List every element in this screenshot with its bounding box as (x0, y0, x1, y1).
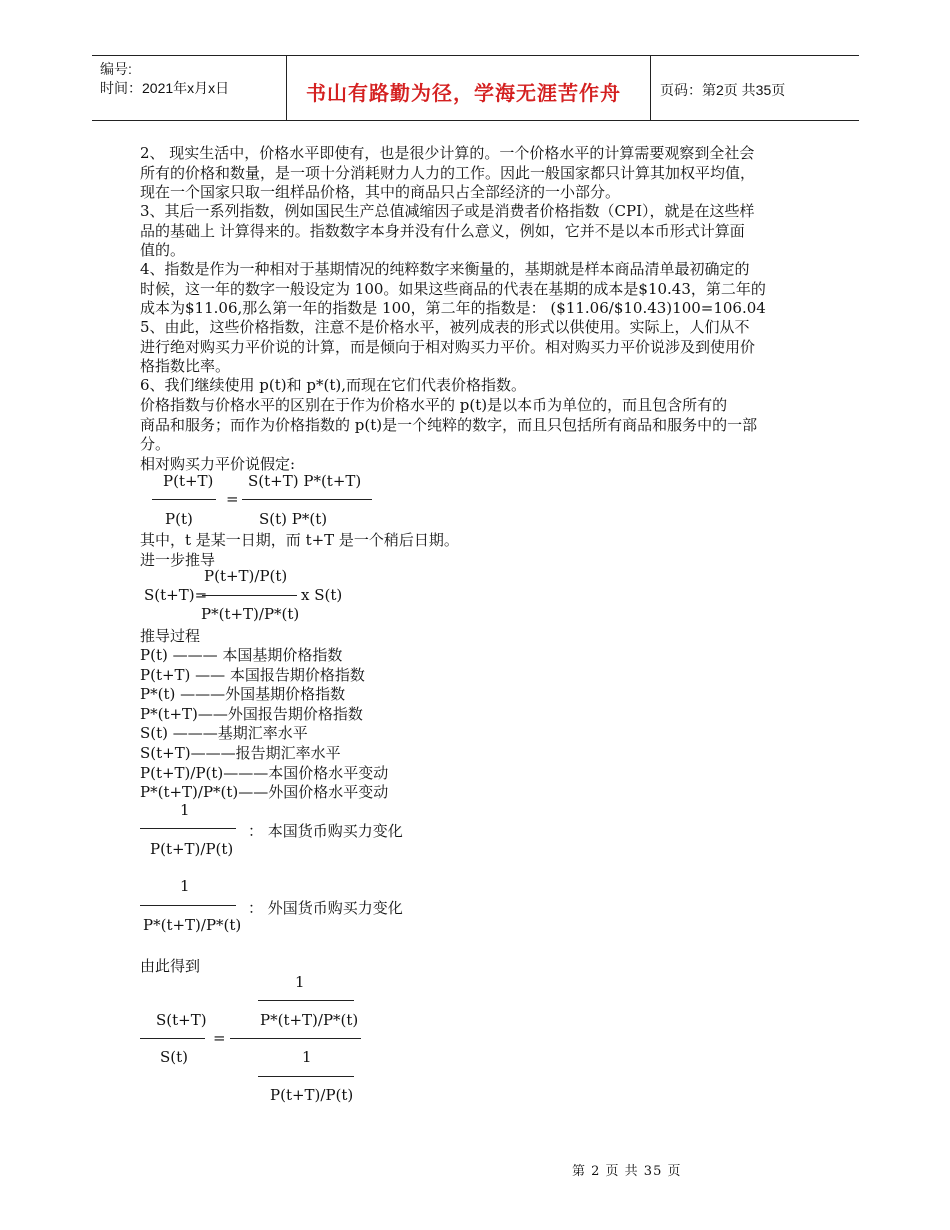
paragraph-5: 5、由此，这些价格指数，注意不是价格水平，被列成表的形式以供使用。实际上，人们从不 进行绝对购买力平价说的计算，而是倾向于相对购买力平价。相对购买力平价说涉及到使用价 格指数比率。 (140, 318, 756, 375)
frac-home-numerator: 1 (180, 801, 190, 819)
formula3-top-denominator: P*(t+T)/P*(t) (260, 1011, 359, 1029)
serial-label: 编号: (100, 61, 132, 77)
formula3-bottom-denominator: P(t+T)/P(t) (270, 1086, 354, 1104)
frac-foreign-numerator: 1 (180, 877, 190, 895)
formula1-lhs-numerator: P(t+T) (163, 472, 214, 490)
header-top-rule (92, 55, 859, 56)
time-label: 时间：2021年x月x日 (100, 80, 230, 96)
formula3-lhs-numerator: S(t+T) (156, 1011, 207, 1029)
definition-item: S(t+T)———报告期汇率水平 (140, 744, 341, 762)
definition-item: P*(t) ———外国基期价格指数 (140, 685, 346, 703)
paragraph-6: 6、我们继续使用 p(t)和 p*(t),而现在它们代表价格指数。 (140, 376, 527, 394)
formula2-denominator: P*(t+T)/P*(t) (201, 605, 300, 623)
paragraph-2: 2、 现实生活中，价格水平即使有，也是很少计算的。一个价格水平的计算需要观察到全社会 所有的价格和数量，是一项十分消耗财力人力的工作。因此一般国家都只计算其加权平均值， 现在一个国家只取一组样品价格，其中的商品只占全部经济的一小部分。 (140, 144, 756, 201)
derive-label: 进一步推导 (140, 551, 216, 569)
formula3-equals: = (213, 1029, 226, 1047)
formula1-lhs-fraction-bar (152, 499, 216, 500)
frac-home-denominator: P(t+T)/P(t) (150, 840, 234, 858)
formula1-rhs-denominator: S(t) P*(t) (259, 510, 328, 528)
definition-item: P(t+T) —— 本国报告期价格指数 (140, 666, 365, 684)
formula2-fraction-bar (202, 595, 297, 596)
paragraph-3: 3、其后一系列指数，例如国民生产总值减缩因子或是消费者价格指数（CPI），就是在这些样 品的基础上 计算得来的。指数数字本身并没有什么意义，例如，它并不是以本币形式计算面 值的。 (140, 202, 755, 259)
page-footer: 第 2 页 共 35 页 (572, 1164, 682, 1179)
formula3-lhs-denominator: S(t) (160, 1048, 189, 1066)
header-divider-left (286, 55, 287, 121)
formula3-bottom-numerator: 1 (302, 1048, 312, 1066)
definition-item: P*(t+T)/P*(t)——外国价格水平变动 (140, 783, 389, 801)
formula3-top-numerator: 1 (295, 973, 305, 991)
formula1-equals: = (226, 490, 239, 508)
result-label: 由此得到 (140, 957, 201, 975)
paragraph-index-vs-level: 价格指数与价格水平的区别在于作为价格水平的 p(t)是以本币为单位的，而且包含所有的 商品和服务；而作为价格指数的 p(t)是一个纯粹的数字，而且只包括所有商品和服务中的一部 分。 (140, 396, 758, 453)
formula3-lhs-bar (140, 1038, 205, 1039)
frac-foreign-denominator: P*(t+T)/P*(t) (143, 916, 242, 934)
header-motto: 书山有路勤为径，学海无涯苦作舟 (306, 81, 621, 105)
process-label: 推导过程 (140, 627, 201, 645)
header-page-info: 页码：第2页 共35页 (660, 82, 786, 98)
definition-item: P*(t+T)——外国报告期价格指数 (140, 705, 363, 723)
formula3-main-bar (230, 1038, 361, 1039)
definition-item: P(t) ——— 本国基期价格指数 (140, 646, 343, 664)
formula1-rhs-fraction-bar (242, 499, 372, 500)
formula3-top-bar (258, 1000, 354, 1001)
formula2-tail: x S(t) (301, 586, 343, 604)
frac-foreign-label: ： 外国货币购买力变化 (248, 899, 403, 917)
where-line: 其中，t 是某一日期，而 t+T 是一个稍后日期。 (140, 531, 459, 549)
formula1-rhs-numerator: S(t+T) P*(t+T) (248, 472, 362, 490)
formula2-lhs: S(t+T)= (144, 586, 208, 604)
frac-foreign-bar (140, 905, 236, 906)
frac-home-bar (140, 828, 236, 829)
definition-item: S(t) ———基期汇率水平 (140, 724, 308, 742)
header-bottom-rule (92, 120, 859, 121)
header-divider-right (650, 55, 651, 121)
hypothesis-label: 相对购买力平价说假定: (140, 455, 296, 473)
formula3-bottom-bar (258, 1076, 354, 1077)
formula1-lhs-denominator: P(t) (165, 510, 193, 528)
formula2-numerator: P(t+T)/P(t) (204, 567, 288, 585)
definition-item: P(t+T)/P(t)———本国价格水平变动 (140, 764, 389, 782)
paragraph-4: 4、指数是作为一种相对于基期情况的纯粹数字来衡量的，基期就是样本商品清单最初确定的 时候，这一年的数字一般设定为 100。如果这些商品的代表在基期的成本是$10.43，第二年的 成本为$11.06,那么第一年的指数是 100，第二年的指数是： ($11.06/$10.43)100=106.04 (140, 260, 766, 317)
frac-home-label: ： 本国货币购买力变化 (248, 822, 403, 840)
